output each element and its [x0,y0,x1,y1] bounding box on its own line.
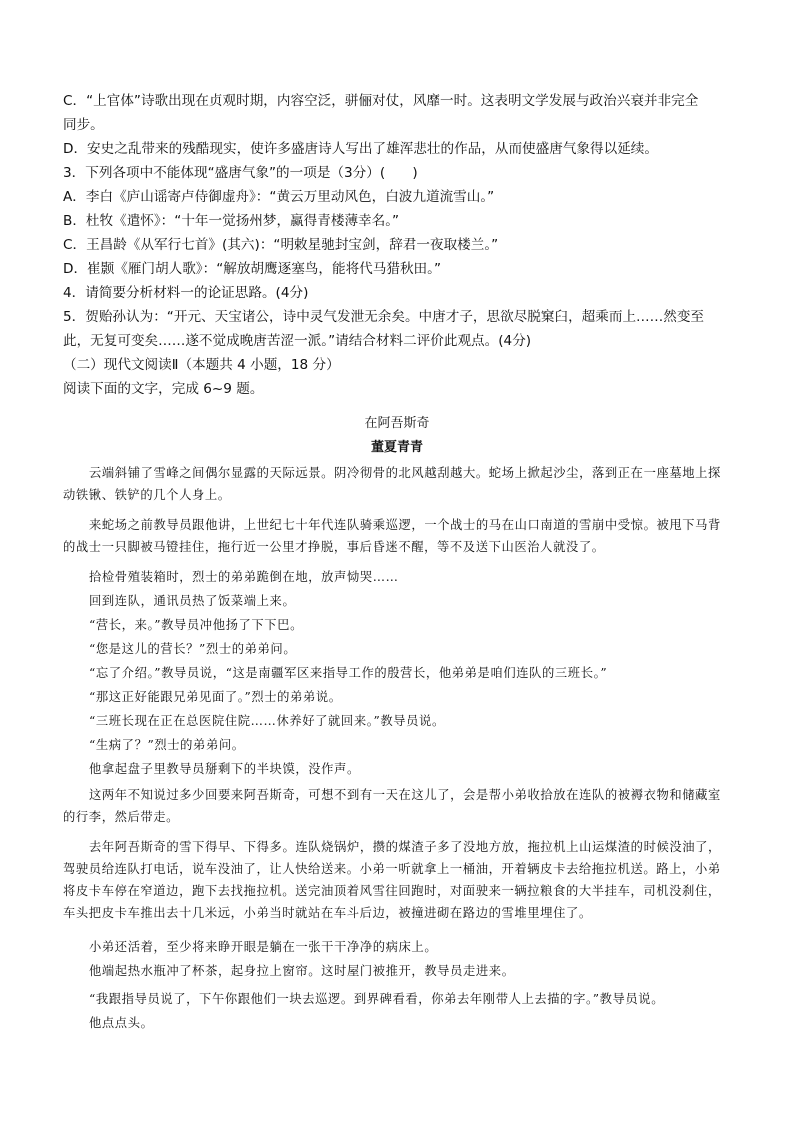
passage-author: 董夏青青 [370,440,423,455]
paragraph-4: 回到连队，通讯员热了饭菜端上来。 [89,594,296,608]
question-3-option-d: D．崔颢《雁门胡人歌》：“解放胡鹰逐塞鸟，能将代马猎秋田。” [63,261,441,277]
paragraph-16: “我跟指导员说了，下午你跟他们一块去巡逻。到界碑看看，你弟去年刚带人上去描的字。”教导员说。 [89,992,665,1006]
question-5-line2: 此，无复可变矣……遂不觉成晚唐苦涩一派。”请结合材料二评价此观点。(4分) [63,333,532,349]
paragraph-13: 去年阿吾斯奇的雪下得早、下得多。连队烧锅炉，攒的煤渣子多了没地方放，拖拉机上山运煤渣的时候没油了，驾驶员给连队打电话，说车没油了，让人快给送来。小弟一听就拿上一桶油，开着辆皮卡去给拖拉机送。路上，小弟将皮卡车停在窄道边，跑下去找拖拉机。送完油顶着风雪往回跑时，对面驶来一辆拉粮食的大半挂车，司机没刹住，车头把皮卡车推出去十几米远，小弟当时就站在车斗后边，被撞进砌在路边的雪堆里埋住了。 [63,840,721,920]
paragraph-3: 拾检骨殖装箱时，烈士的弟弟跪倒在地，放声恸哭…… [89,570,399,584]
paragraph-12: 这两年不知说过多少回要来阿吾斯奇，可想不到有一天在这儿了，会是帮小弟收拾放在连队的被褥衣物和储藏室的行李，然后带走。 [63,788,721,824]
question-3-option-b: B．杜牧《遣怀》：“十年一觉扬州梦，赢得青楼薄幸名。” [63,213,400,229]
passage-title: 在阿吾斯奇 [364,416,430,431]
paragraph-8: “那这正好能跟兄弟见面了。”烈士的弟弟说。 [89,690,342,704]
paragraph-5: “营长，来。”教导员冲他扬了下下巴。 [89,618,303,632]
reading-instruction: 阅读下面的文字，完成 6~9 题。 [63,381,264,397]
paragraph-2: 来蛇场之前教导员跟他讲，上世纪七十年代连队骑乘巡逻，一个战士的马在山口南道的雪崩中受惊。被甩下马背的战士一只脚被马镫挂住，拖行近一公里才挣脱，事后昏迷不醒，等不及送下山医治人就没了。 [63,518,721,554]
option-d: D．安史之乱带来的残酷现实，使许多盛唐诗人写出了雄浑悲壮的作品，从而使盛唐气象得以延续。 [63,141,658,157]
paragraph-15: 他端起热水瓶冲了杯茶，起身拉上窗帘。这时屋门被推开，教导员走进来。 [89,964,515,978]
option-c-line1: C．“上官体”诗歌出现在贞观时期，内容空泛，骈俪对仗，风靡一时。这表明文学发展与政治兴衰并非完全 [63,93,699,109]
paragraph-10: “生病了？”烈士的弟弟问。 [89,738,245,752]
paragraph-11: 他拿起盘子里教导员掰剩下的半块馍，没作声。 [89,762,360,776]
section-heading: （二）现代文阅读Ⅱ（本题共 4 小题，18 分） [63,357,340,373]
option-c-line2: 同步。 [63,117,104,133]
paragraph-6: “您是这儿的营长？”烈士的弟弟问。 [89,642,297,656]
paragraph-7: “忘了介绍。”教导员说，“这是南疆军区来指导工作的殷营长，他弟弟是咱们连队的三班长。” [89,666,608,680]
paragraph-1: 云端斜铺了雪峰之间偶尔显露的天际远景。阴冷彻骨的北风越刮越大。蛇场上掀起沙尘，落到正在一座墓地上探动铁锹、铁铲的几个人身上。 [63,466,721,502]
question-3: 3．下列各项中不能体现“盛唐气象”的一项是（3分）( ) [63,165,418,181]
question-4: 4．请简要分析材料一的论证思路。(4分) [63,285,309,301]
question-3-option-c: C．王昌龄《从军行七首》(其六)：“明敕星驰封宝剑，辞君一夜取楼兰。” [63,237,499,253]
paragraph-9: “三班长现在正在总医院住院……休养好了就回来。”教导员说。 [89,714,445,728]
question-3-option-a: A．李白《庐山谣寄卢侍御虚舟》：“黄云万里动风色，白波九道流雪山。” [63,189,495,205]
paragraph-17: 他点点头。 [89,1016,154,1030]
question-5-line1: 5．贺贻孙认为：“开元、天宝诸公，诗中灵气发泄无余矣。中唐才子，思欲尽脱窠臼，超乘而上……然变至 [63,309,705,325]
paragraph-14: 小弟还活着，至少将来睁开眼是躺在一张干干净净的病床上。 [89,940,438,954]
